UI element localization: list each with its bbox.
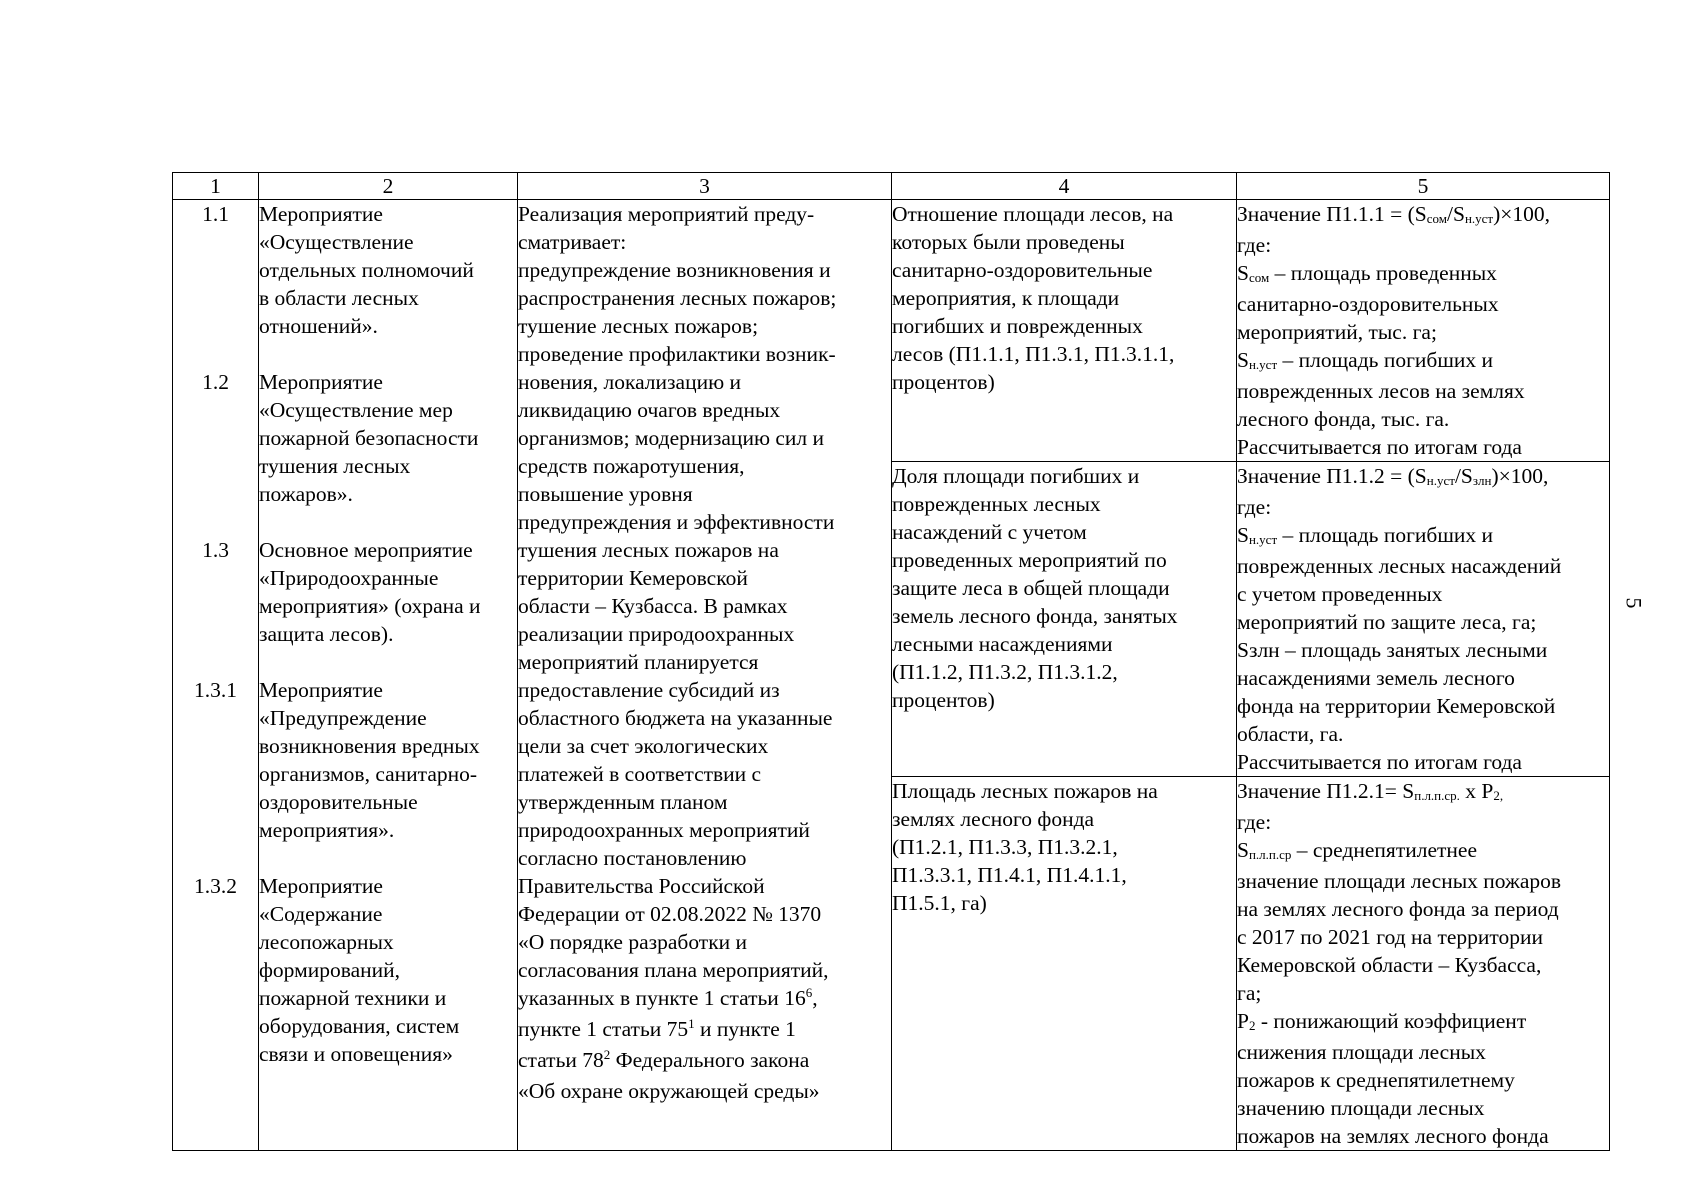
formula-line: санитарно-оздоровительных [1237, 292, 1499, 316]
text-line: оздоровительные [259, 790, 418, 814]
text-line: новения, локализацию и [518, 370, 742, 394]
text-line: землях лесного фонда [892, 807, 1095, 831]
blank-line [173, 312, 258, 340]
blank-line [173, 592, 258, 620]
table-row [173, 200, 1610, 462]
blank-line [173, 732, 258, 760]
text-line: мероприятия» (охрана и [259, 594, 481, 618]
text-line: пожарной безопасности [259, 426, 479, 450]
page-number: 5 [1621, 597, 1647, 609]
text-line: организмов; модернизацию сил и [518, 426, 825, 450]
description-line: статьи $78^2$ Федерального закона [518, 1047, 810, 1072]
formula-line: $S_{п.л.п.ср}$ – среднепятилетнее [1237, 838, 1477, 862]
text-line: «Природоохранные [259, 566, 439, 590]
text-line: П1.3.3.1, П1.4.1, П1.4.1.1, [892, 863, 1127, 887]
text-line: поврежденных лесных [892, 492, 1101, 516]
text-line: 1.2 [202, 370, 229, 394]
text-line: защита лесов). [259, 622, 394, 646]
indicator-3-lines [892, 777, 1236, 917]
text-line: согласования плана мероприятий, [518, 958, 829, 982]
formula-line: на землях лесного фонда за период [1237, 897, 1559, 921]
indicator-3-name [892, 777, 1237, 1151]
text-line: отдельных полномочий [259, 258, 474, 282]
text-line: Реализация мероприятий преду- [518, 202, 815, 226]
text-line: областного бюджета на указанные [518, 706, 833, 730]
text-line: процентов) [892, 370, 995, 394]
text-line: утвержденным планом [518, 790, 728, 814]
text-line: тушения лесных пожаров на [518, 538, 779, 562]
formula-line: Значение $П1.1.1 = (S_{сом}/S_{н.уст})\times 100$, [1237, 202, 1551, 226]
text-line: (П1.2.1, П1.3.3, П1.3.2.1, [892, 835, 1118, 859]
text-line: 1.1 [202, 202, 229, 226]
text-line: санитарно-оздоровительные [892, 258, 1153, 282]
formula-line: фонда на территории Кемеровской [1237, 694, 1556, 718]
text-line: Площадь лесных пожаров на [892, 779, 1158, 803]
formula-line: $S_{н.уст}$ – площадь погибших и [1237, 523, 1494, 547]
blank-line [173, 788, 258, 816]
text-line: мероприятий планируется [518, 650, 759, 674]
formula-line: где: [1237, 495, 1272, 519]
text-line: «Содержание [259, 902, 383, 926]
blank-line [173, 508, 258, 536]
formula-line: с 2017 по 2021 год на территории [1237, 925, 1544, 949]
formula-line: значение площади лесных пожаров [1237, 869, 1562, 893]
text-line: предупреждение возникновения и [518, 258, 831, 282]
text-line: средств пожаротушения, [518, 454, 745, 478]
blank-line [259, 340, 517, 368]
blank-line [259, 648, 517, 676]
blank-line [173, 760, 258, 788]
blank-line [173, 816, 258, 844]
text-line: согласно постановлению [518, 846, 747, 870]
formula-line: значению площади лесных [1237, 1096, 1485, 1120]
text-line: «Осуществление [259, 230, 414, 254]
header-cell-3: 3 [518, 173, 892, 200]
text-line: «Предупреждение [259, 706, 427, 730]
header-cell-2: 2 [259, 173, 518, 200]
text-line: насаждений с учетом [892, 520, 1087, 544]
text-line: ликвидацию очагов вредных [518, 398, 781, 422]
formula-line: насаждениями земель лесного [1237, 666, 1515, 690]
text-line: мероприятия». [259, 818, 395, 842]
formula-line: Рассчитывается по итогам года [1237, 435, 1522, 459]
item-numbers [173, 200, 258, 900]
formula-line: лесного фонда, тыс. га. [1237, 407, 1450, 431]
indicator-2-name [892, 462, 1237, 777]
text-line: предоставление субсидий из [518, 678, 780, 702]
activity-description-column [518, 200, 892, 1151]
text-line: 1.3 [202, 538, 229, 562]
text-line: Мероприятие [259, 678, 383, 702]
item-number-column [173, 200, 259, 1151]
indicator-1-lines [892, 200, 1236, 396]
formula-line: поврежденных лесных насаждений [1237, 554, 1562, 578]
indicator-1-formula [1237, 200, 1610, 462]
text-line: земель лесного фонда, занятых [892, 604, 1178, 628]
text-line: 1.3.1 [194, 678, 237, 702]
blank-line [173, 340, 258, 368]
text-line: проведение профилактики возник- [518, 342, 836, 366]
blank-line [173, 228, 258, 256]
blank-line [173, 844, 258, 872]
header-cell-4: 4 [892, 173, 1237, 200]
formula-line: где: [1237, 810, 1272, 834]
text-line: возникновения вредных [259, 734, 480, 758]
blank-line [259, 844, 517, 872]
blank-line [173, 704, 258, 732]
formula-line: Sзлн – площадь занятых лесными [1237, 638, 1548, 662]
text-line: тушение лесных пожаров; [518, 314, 759, 338]
text-line: которых были проведены [892, 230, 1125, 254]
formula-line: мероприятий по защите леса, га; [1237, 610, 1537, 634]
text-line: повышение уровня [518, 482, 693, 506]
description-line: указанных в пункте 1 статьи $16^6$, [518, 985, 818, 1010]
blank-line [173, 396, 258, 424]
blank-line [173, 620, 258, 648]
blank-line [173, 424, 258, 452]
formula-line: где: [1237, 233, 1272, 257]
text-line: связи и оповещения» [259, 1042, 453, 1066]
formula-line: $S_{н.уст}$ – площадь погибших и [1237, 348, 1494, 372]
text-line: (П1.1.2, П1.3.2, П1.3.1.2, [892, 660, 1118, 684]
text-line: области – Кузбасса. В рамках [518, 594, 788, 618]
formula-line: Значение $П1.2.1= S_{п.л.п.ср.}$ х $P_{2,}$ [1237, 779, 1504, 803]
formula-line: пожаров к среднепятилетнему [1237, 1068, 1515, 1092]
text-line: Доля площади погибших и [892, 464, 1140, 488]
indicator-3-formula [1237, 777, 1610, 1151]
text-line: процентов) [892, 688, 995, 712]
text-line: «О порядке разработки и [518, 930, 748, 954]
text-line: лесов (П1.1.1, П1.3.1, П1.3.1.1, [892, 342, 1175, 366]
activity-description [518, 200, 891, 984]
blank-line [259, 508, 517, 536]
text-line: оборудования, систем [259, 1014, 460, 1038]
text-line: Основное мероприятие [259, 538, 473, 562]
blank-line [173, 256, 258, 284]
formula-line: $S_{сом}$ – площадь проведенных [1237, 261, 1497, 285]
text-line: защите леса в общей площади [892, 576, 1170, 600]
text-line: организмов, санитарно- [259, 762, 478, 786]
description-line: пункте 1 статьи $75^1$ и пункте 1 [518, 1016, 796, 1041]
header-row [173, 173, 1610, 200]
indicator-2-lines [892, 462, 1236, 714]
formula-line: поврежденных лесов на землях [1237, 379, 1525, 403]
text-line: 1.3.2 [194, 874, 237, 898]
text-line: предупреждения и эффективности [518, 510, 835, 534]
header-cell-5: 5 [1237, 173, 1610, 200]
text-line: Мероприятие [259, 370, 383, 394]
text-line: пожаров». [259, 482, 353, 506]
formula-line: Значение $П1.1.2 = (S_{н.уст}/S_{злн})\times 100$, [1237, 464, 1549, 488]
text-line: платежей в соответствии с [518, 762, 762, 786]
formula-line: пожаров на землях лесного фонда [1237, 1124, 1549, 1148]
formula-line: мероприятий, тыс. га; [1237, 320, 1437, 344]
text-line: проведенных мероприятий по [892, 548, 1167, 572]
blank-line [173, 284, 258, 312]
text-line: тушения лесных [259, 454, 411, 478]
formula-line: области, га. [1237, 722, 1344, 746]
text-line: погибших и поврежденных [892, 314, 1143, 338]
text-line: территории Кемеровской [518, 566, 748, 590]
text-line: пожарной техники и [259, 986, 447, 1010]
text-line: в области лесных [259, 286, 419, 310]
text-line: лесопожарных [259, 930, 394, 954]
activity-names [259, 200, 517, 1068]
formula-line: с учетом проведенных [1237, 582, 1443, 606]
indicator-2-formula [1237, 462, 1610, 777]
text-line: Мероприятие [259, 874, 383, 898]
text-line: сматривает: [518, 230, 627, 254]
header-cell-1: 1 [173, 173, 259, 200]
formula-line: $P_2$ - понижающий коэффициент [1237, 1009, 1527, 1033]
text-line: реализации природоохранных [518, 622, 795, 646]
text-line: цели за счет экологических [518, 734, 769, 758]
text-line: Отношение площади лесов, на [892, 202, 1174, 226]
formula-line: снижения площади лесных [1237, 1040, 1486, 1064]
text-line: природоохранных мероприятий [518, 818, 810, 842]
text-line: лесными насаждениями [892, 632, 1113, 656]
formula-line: га; [1237, 981, 1262, 1005]
description-line: «Об охране окружающей среды» [518, 1079, 820, 1103]
blank-line [173, 648, 258, 676]
text-line: П1.5.1, га) [892, 891, 987, 915]
text-line: Мероприятие [259, 202, 383, 226]
text-line: распространения лесных пожаров; [518, 286, 837, 310]
formula-line: Кемеровской области – Кузбасса, [1237, 953, 1542, 977]
text-line: мероприятия, к площади [892, 286, 1120, 310]
text-line: Федерации от 02.08.2022 № 1370 [518, 902, 822, 926]
indicators-table [172, 172, 1610, 1151]
activity-names-column [259, 200, 518, 1151]
blank-line [173, 564, 258, 592]
text-line: формирований, [259, 958, 401, 982]
text-line: Правительства Российской [518, 874, 765, 898]
indicator-1-name [892, 200, 1237, 462]
text-line: «Осуществление мер [259, 398, 453, 422]
blank-line [173, 452, 258, 480]
text-line: отношений». [259, 314, 378, 338]
blank-line [173, 480, 258, 508]
formula-line: Рассчитывается по итогам года [1237, 750, 1522, 774]
